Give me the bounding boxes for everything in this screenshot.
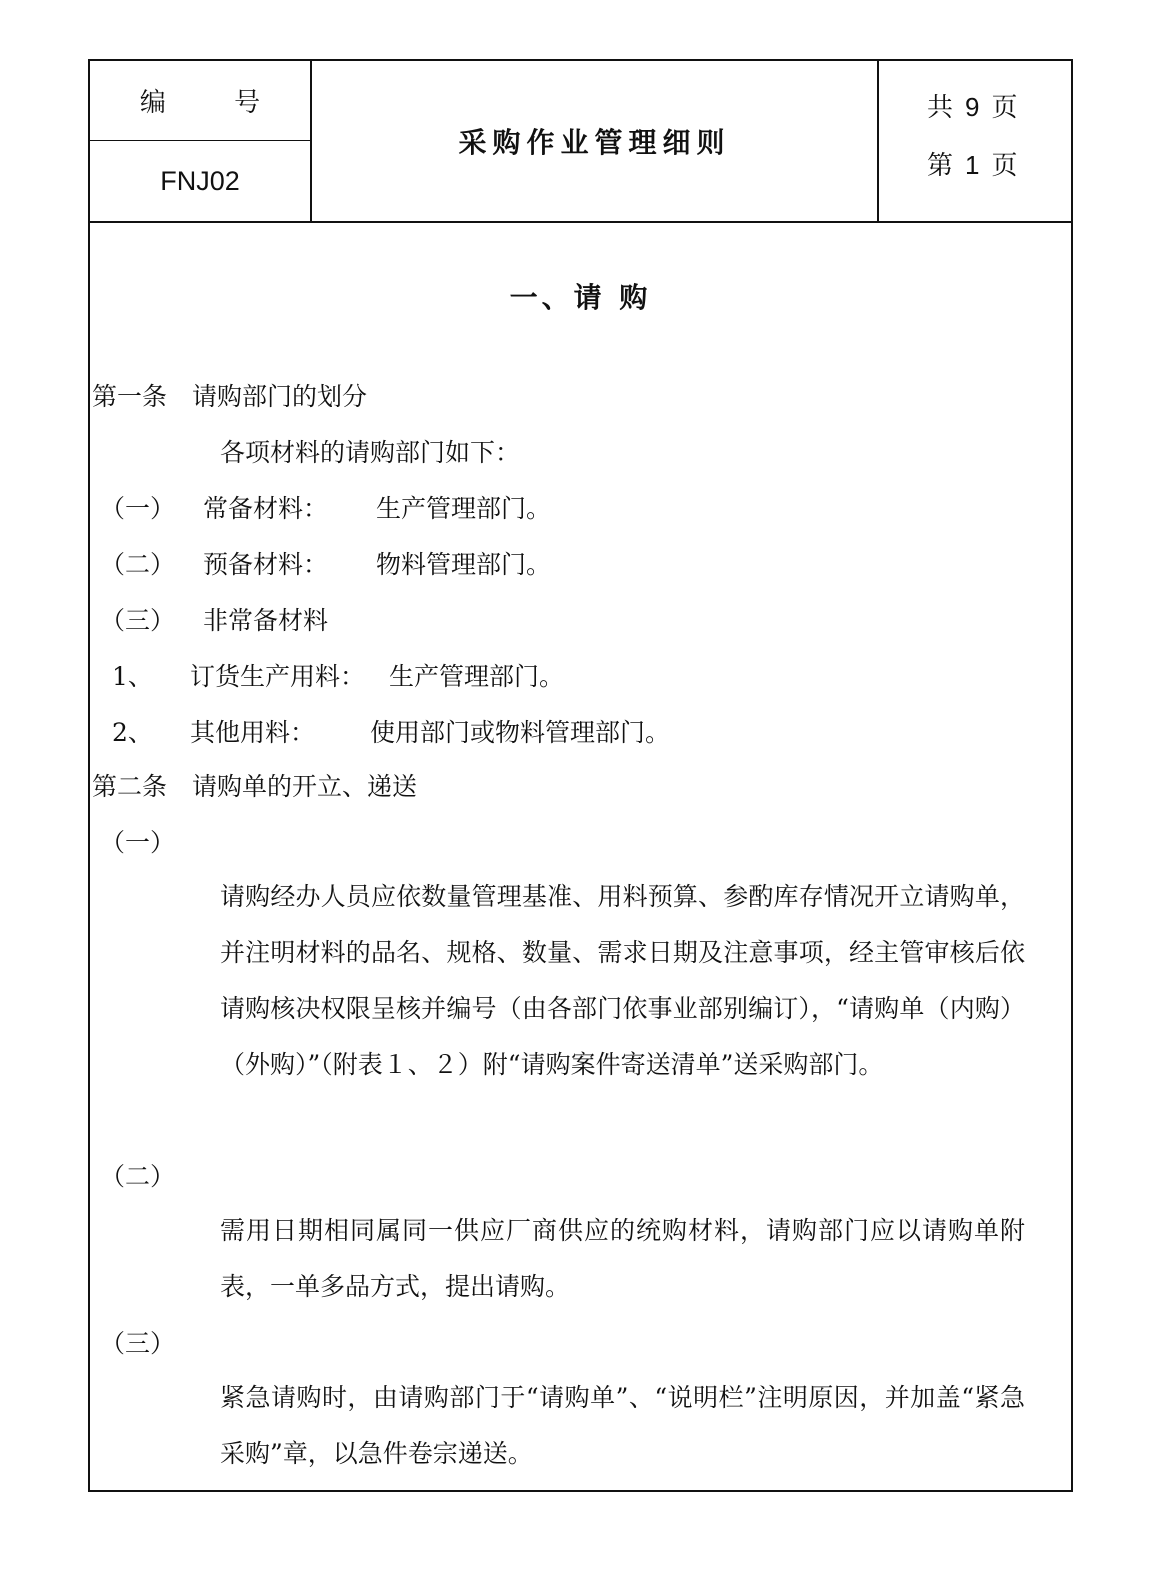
document-frame	[88, 59, 1073, 1492]
document-title: 采购作业管理细则	[312, 61, 879, 221]
section-title: 一、请 购	[509, 281, 652, 314]
item-1-label: 常备材料：	[203, 494, 329, 523]
total-pages-value: 9	[965, 92, 980, 122]
clause-2-marker: （二）	[100, 1162, 176, 1191]
doc-number-value: FNJ02	[160, 165, 240, 196]
subitem-1-label: 订货生产用料：	[190, 662, 366, 691]
clause-3-marker: （三）	[100, 1329, 176, 1358]
subitem-2-value: 使用部门或物料管理部门。	[370, 718, 671, 747]
current-suffix: 页	[991, 151, 1018, 181]
clause-1-marker: （一）	[100, 828, 176, 857]
subitem-2-marker: 2、	[112, 718, 153, 747]
doc-number-label: 编 号	[90, 61, 310, 141]
article-2-heading: 第二条 请购单的开立、递送	[92, 772, 418, 801]
clause-3-text: 紧急请购时，由请购部门于“请购单”、“说明栏”注明原因，并加盖“紧急采购”章，以急件卷宗递送。	[220, 1383, 1025, 1468]
item-2-marker: （二）	[100, 550, 176, 579]
item-2-label: 预备材料：	[203, 550, 329, 579]
item-3-label: 非常备材料	[203, 606, 329, 635]
item-1-marker: （一）	[100, 494, 176, 523]
subitem-1-value: 生产管理部门。	[389, 662, 565, 691]
item-3-marker: （三）	[100, 606, 176, 635]
clause-1-text: 请购经办人员应依数量管理基准、用料预算、参酌库存情况开立请购单，并注明材料的品名、规格、数量、需求日期及注意事项，经主管审核后依请购核决权限呈核并编号（由各部门依事业部别编订），“请购单（内购）（外购）”（附表１、２）附“请购案件寄送清单”送采购部门。	[220, 882, 1025, 1079]
current-prefix: 第	[927, 151, 954, 181]
clause-2-text: 需用日期相同属同一供应厂商供应的统购材料，请购部门应以请购单附表，一单多品方式，提出请购。	[220, 1216, 1025, 1301]
article-1-heading: 第一条 请购部门的划分	[92, 382, 368, 411]
subitem-1-marker: 1、	[112, 662, 153, 691]
current-page-value: 1	[965, 150, 980, 180]
item-2-value: 物料管理部门。	[376, 550, 552, 579]
total-suffix: 页	[991, 93, 1018, 123]
subitem-2-label: 其他用料：	[190, 718, 316, 747]
item-1-value: 生产管理部门。	[376, 494, 552, 523]
document-body	[90, 61, 1071, 1490]
total-prefix: 共	[927, 93, 954, 123]
article-1-intro: 各项材料的请购部门如下：	[220, 438, 521, 467]
